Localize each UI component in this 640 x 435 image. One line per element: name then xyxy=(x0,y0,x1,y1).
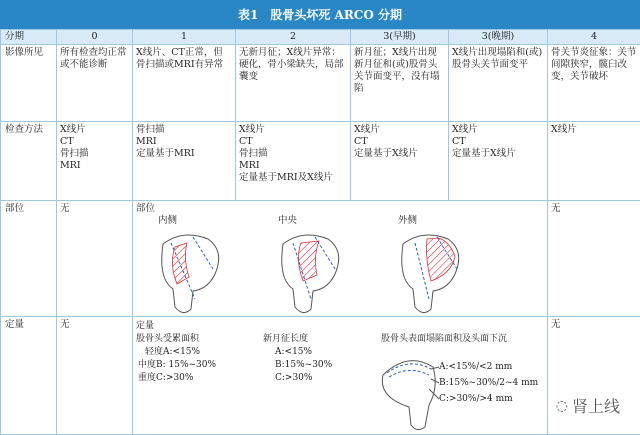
arco-staging-table xyxy=(0,29,640,435)
crescent-title: 新月征长度 xyxy=(263,333,308,345)
diagram-central xyxy=(282,235,339,313)
location-cell-4: 无 xyxy=(548,201,640,317)
location-row xyxy=(1,201,640,317)
area-item-c: 重度C:>30% xyxy=(138,372,193,384)
header-stage-3-late: 3(晚期) xyxy=(449,30,548,45)
figure-label-central: 中央 xyxy=(278,215,297,227)
quant-heading: 定量 xyxy=(136,320,154,332)
diagram-medial xyxy=(162,235,219,313)
imaging-cell-2: 无新月征；X线片异常：硬化，骨小梁缺失，局部囊变 xyxy=(236,45,351,122)
method-cell-0: X线片 CT 骨扫描 MRI xyxy=(57,122,133,201)
imaging-cell-4: X线片出现塌陷和(或)股骨头关节面变平 xyxy=(449,45,548,122)
header-stage-0: 0 xyxy=(57,30,133,45)
method-cell-4: X线片 CT 定量基于X线片 xyxy=(449,122,548,201)
imaging-row xyxy=(1,45,640,122)
diagram-lateral xyxy=(402,235,459,313)
crescent-item-b: B:15%~30% xyxy=(275,359,332,371)
wechat-icon: ◌ xyxy=(556,398,568,414)
method-cell-5: X线片 xyxy=(548,122,640,201)
quant-cell-4: 无 xyxy=(548,317,640,435)
method-cell-2: X线片 CT 骨扫描 MRI 定量基于MRI及X线片 xyxy=(236,122,351,201)
location-cell-0: 无 xyxy=(57,201,133,317)
header-stage-2: 2 xyxy=(236,30,351,45)
collapse-title: 股骨头表面塌陷面积及头面下沉 xyxy=(381,333,507,345)
method-cell-1: 骨扫描 MRI 定量基于MRI xyxy=(133,122,236,201)
crescent-item-c: C:>30% xyxy=(275,372,312,384)
location-label: 部位 xyxy=(1,201,57,317)
header-stage: 分期 xyxy=(1,30,57,45)
header-stage-1: 1 xyxy=(133,30,236,45)
method-label: 检查方法 xyxy=(1,122,57,201)
watermark-text: 肾上线 xyxy=(572,394,620,417)
watermark xyxy=(556,394,620,417)
area-item-b: 中度B: 15%~30% xyxy=(138,359,216,371)
table-title: 表1 股骨头坏死 ARCO 分期 xyxy=(0,0,640,29)
imaging-label: 影像所见 xyxy=(1,45,57,122)
location-figure-cell xyxy=(133,201,548,317)
quant-label: 定量 xyxy=(1,317,57,435)
quant-cell-0: 无 xyxy=(57,317,133,435)
collapse-diagram xyxy=(133,317,547,434)
area-title: 股骨头受累面积 xyxy=(136,333,199,345)
header-stage-3-early: 3(早期) xyxy=(351,30,449,45)
imaging-cell-3: 新月征；X线片出现新月征和(或)股骨头关节面变平，没有塌陷 xyxy=(351,45,449,122)
figure-label-lateral: 外侧 xyxy=(398,215,417,227)
quant-figure-cell xyxy=(133,317,548,435)
header-row xyxy=(1,30,640,45)
imaging-cell-5: 骨关节炎征象：关节间隙狭窄，髋臼改变，关节破坏 xyxy=(548,45,640,122)
header-stage-4: 4 xyxy=(548,30,640,45)
area-item-a: 轻度A:<15% xyxy=(145,346,200,358)
method-cell-3: X线片 CT 定量基于X线片 xyxy=(351,122,449,201)
crescent-item-a: A:<15% xyxy=(275,346,312,358)
collapse-item-b: B:15%~30%/2~4 mm xyxy=(439,377,538,389)
location-figure-title: 部位 xyxy=(136,203,155,215)
figure-label-medial: 内侧 xyxy=(158,215,177,227)
femoral-head-location-diagrams xyxy=(133,201,547,316)
quant-row xyxy=(1,317,640,435)
method-row xyxy=(1,122,640,201)
imaging-cell-1: X线片、CT正常，但骨扫描或MRI有异常 xyxy=(133,45,236,122)
collapse-item-c: C:>30%/>4 mm xyxy=(439,393,513,405)
collapse-item-a: A:<15%/<2 mm xyxy=(439,361,512,373)
imaging-cell-0: 所有检查均正常或不能诊断 xyxy=(57,45,133,122)
